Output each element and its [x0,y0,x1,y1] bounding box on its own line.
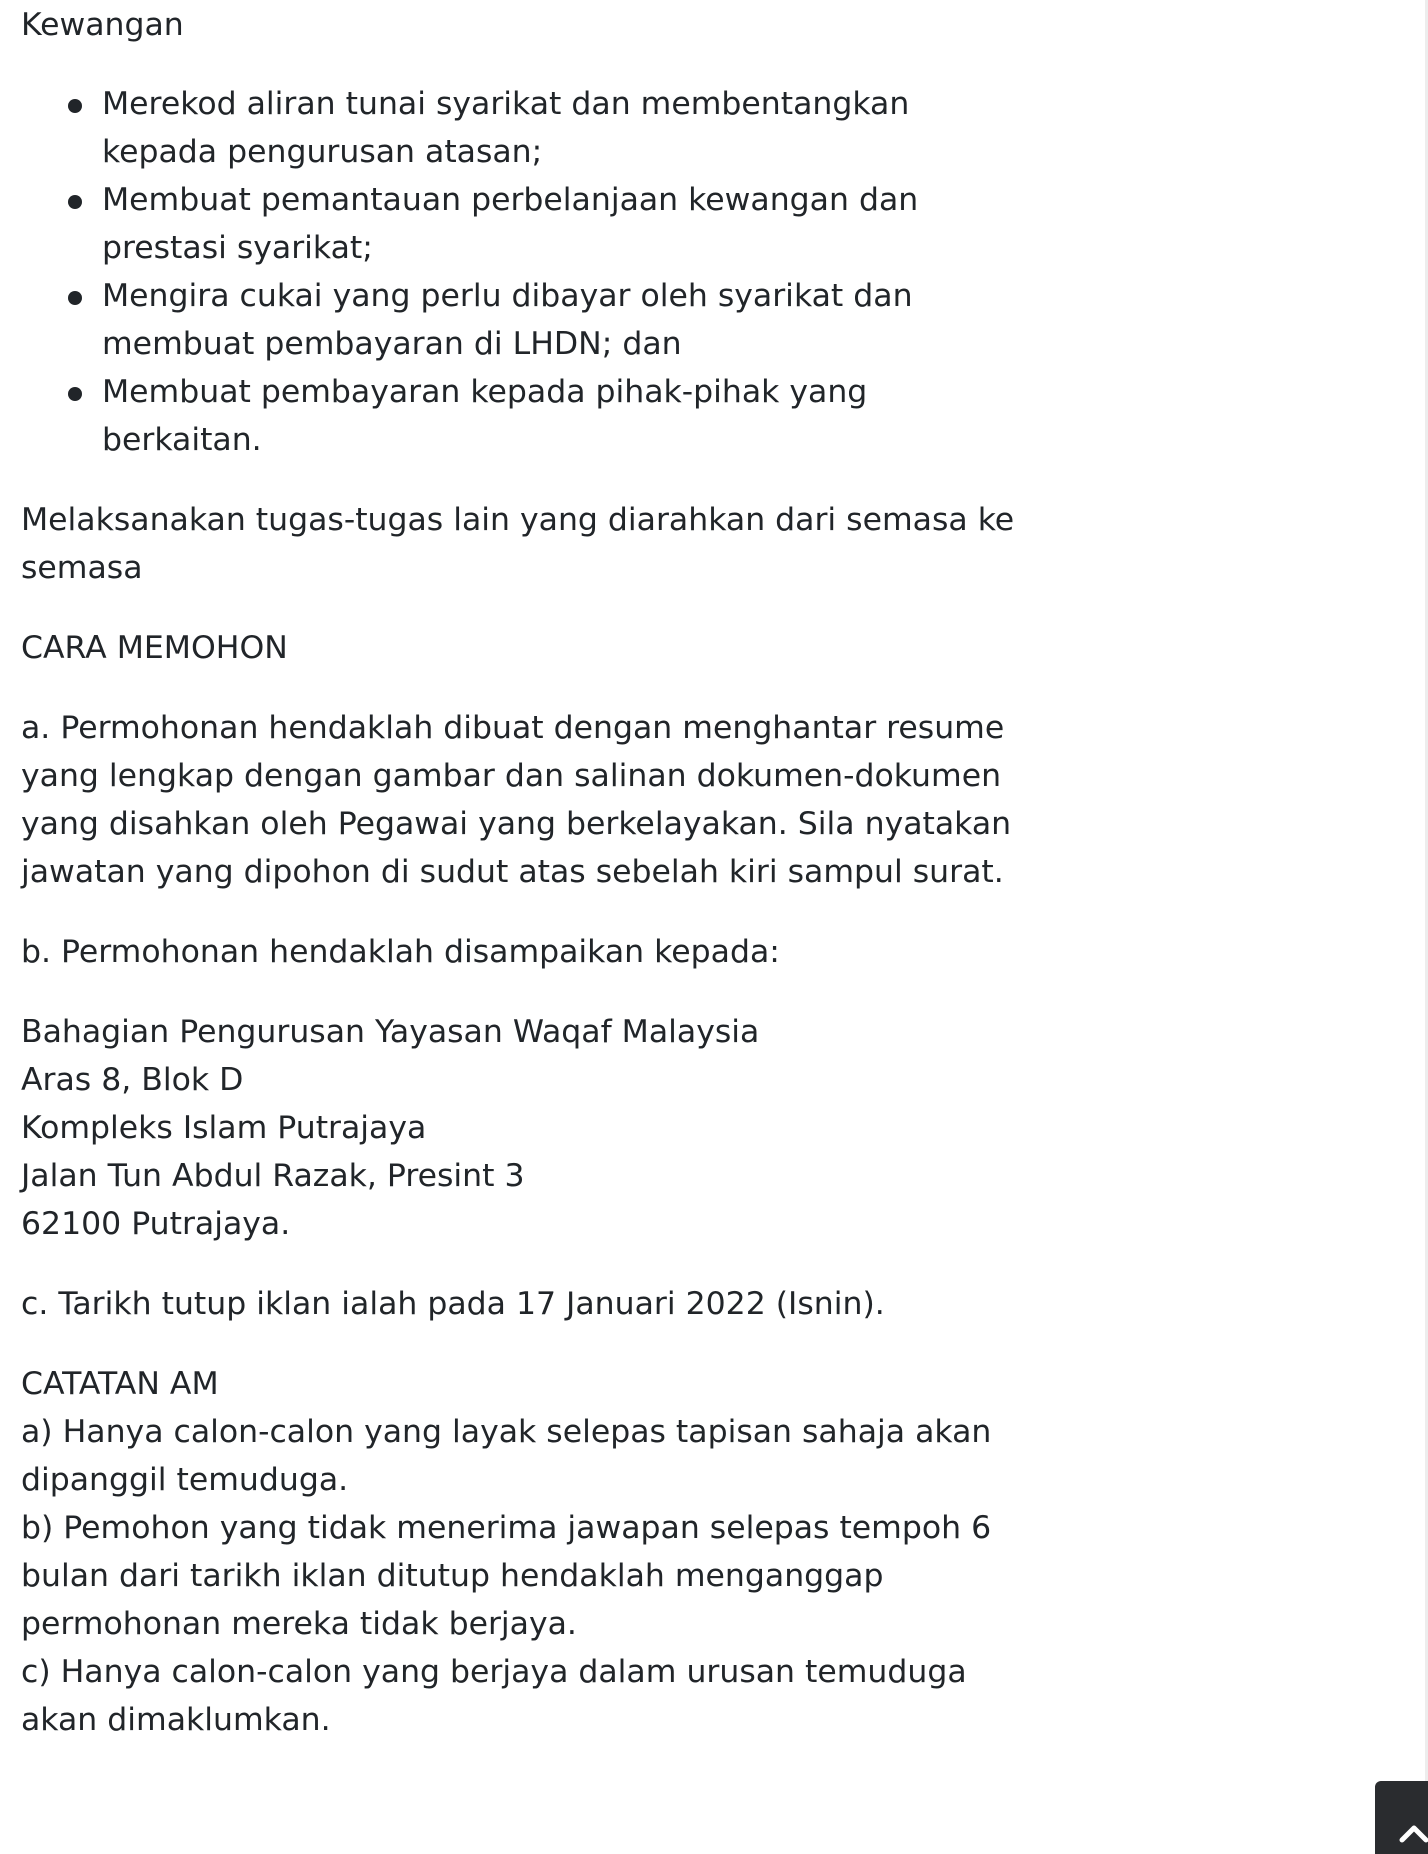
other-duties-text: Melaksanakan tugas-tugas lain yang diarahkan dari semasa ke semasa [21,502,1015,586]
address-line: Aras 8, Blok D [21,1062,244,1098]
list-item: Membuat pemantauan perbelanjaan kewangan dan prestasi syarikat; [102,176,1031,272]
section-title: Kewangan [21,7,184,43]
scroll-to-top-button[interactable] [1375,1781,1428,1854]
bullet-dot [68,195,82,209]
address-block [21,1008,1031,1248]
application-item-a: a. Permohonan hendaklah dibuat dengan menghantar resume yang lengkap dengan gambar dan salinan dokumen-dokumen yang disahkan oleh Pegawai yang berkelayakan. Sila nyatakan jawatan yang dipohon di sudut atas sebelah kiri sampul surat. [21,710,1012,890]
article-body [21,0,1031,1744]
cara-memohon-heading: CARA MEMOHON [21,630,288,666]
bullet-dot [68,291,82,305]
catatan-am-heading: CATATAN AM [21,1366,219,1402]
list-item: Mengira cukai yang perlu dibayar oleh syarikat dan membuat pembayaran di LHDN; dan [102,272,1031,368]
list-item: Merekod aliran tunai syarikat dan membentangkan kepada pengurusan atasan; [102,80,1031,176]
address-line: Bahagian Pengurusan Yayasan Waqaf Malaysia [21,1014,760,1050]
address-line: 62100 Putrajaya. [21,1206,291,1242]
note-b: b) Pemohon yang tidak menerima jawapan selepas tempoh 6 bulan dari tarikh iklan ditutup hendaklah menganggap permohonan mereka tidak berjaya. [21,1510,992,1642]
bullet-dot [68,99,82,113]
bullet-dot [68,387,82,401]
note-a: a) Hanya calon-calon yang layak selepas tapisan sahaja akan dipanggil temuduga. [21,1414,992,1498]
address-line: Jalan Tun Abdul Razak, Presint 3 [21,1158,525,1194]
application-item-c: c. Tarikh tutup iklan ialah pada 17 Januari 2022 (Isnin). [21,1286,885,1322]
chevron-up-icon [1399,1823,1428,1843]
application-item-b: b. Permohonan hendaklah disampaikan kepada: [21,934,780,970]
address-line: Kompleks Islam Putrajaya [21,1110,427,1146]
list-item: Membuat pembayaran kepada pihak-pihak yang berkaitan. [102,368,1031,464]
note-c: c) Hanya calon-calon yang berjaya dalam urusan temuduga akan dimaklumkan. [21,1654,967,1738]
duties-list [21,80,1031,464]
